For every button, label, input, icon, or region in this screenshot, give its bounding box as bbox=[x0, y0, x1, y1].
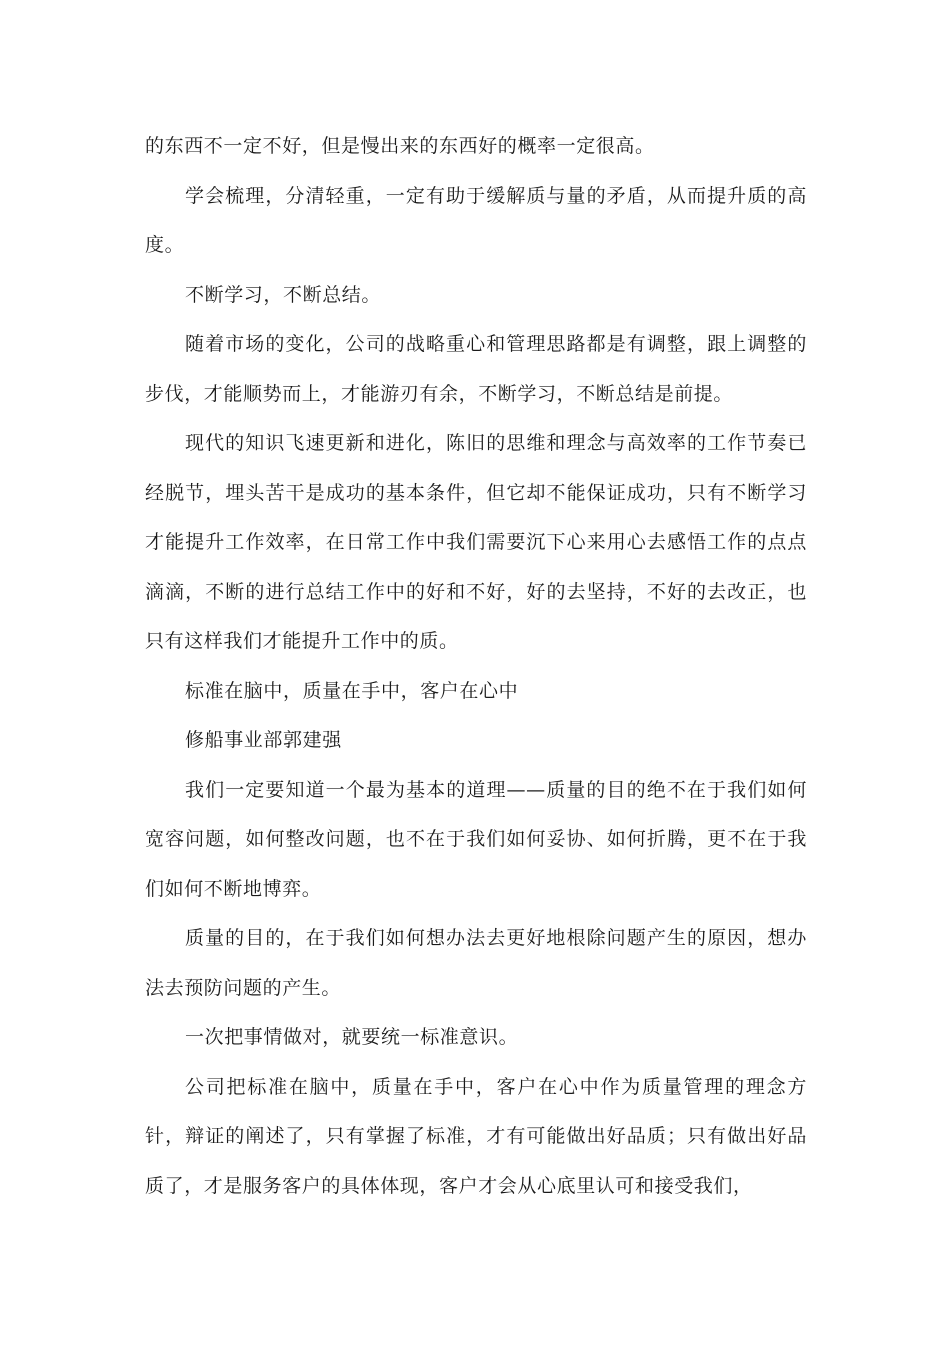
paragraph-do-right-once: 一次把事情做对，就要统一标准意识。 bbox=[185, 1026, 519, 1048]
paragraph-heading-learning: 不断学习，不断总结。 bbox=[185, 283, 382, 306]
paragraph-sorting: 学会梳理，分清轻重，一定有助于缓解质与量的矛盾，从而提升质的高度。 bbox=[145, 184, 807, 256]
paragraph-market-change: 随着市场的变化，公司的战略重心和管理思路都是有调整，跟上调整的步伐，才能顺势而上，才能游刃有余，不断学习，不断总结是前提。 bbox=[145, 333, 807, 405]
document-body bbox=[145, 122, 807, 1211]
paragraph-quality-purpose: 质量的目的，在于我们如何想办法去更好地根除问题产生的原因，想办法去预防问题的产生。 bbox=[145, 927, 807, 999]
author-line: 修船事业部郭建强 bbox=[185, 729, 342, 751]
paragraph-basic-principle: 我们一定要知道一个最为基本的道理——质量的目的绝不在于我们如何宽容问题，如何整改问题，也不在于我们如何妥协、如何折腾，更不在于我们如何不断地博弈。 bbox=[145, 778, 807, 900]
paragraph-company-policy: 公司把标准在脑中，质量在手中，客户在心中作为质量管理的理念方针，辩证的阐述了，只有掌握了标准，才有可能做出好品质；只有做出好品质了，才是服务客户的具体体现，客户才会从心底里认可和接受我们， bbox=[145, 1075, 807, 1197]
paragraph-modern-knowledge: 现代的知识飞速更新和进化，陈旧的思维和理念与高效率的工作节奏已经脱节，埋头苦干是成功的基本条件，但它却不能保证成功，只有不断学习才能提升工作效率，在日常工作中我们需要沉下心来用心去感悟工作的点点滴滴，不断的进行总结工作中的好和不好，好的去坚持，不好的去改正，也只有这样我们才能提升工作中的质。 bbox=[145, 432, 807, 652]
section-title: 标准在脑中，质量在手中，客户在心中 bbox=[185, 679, 519, 702]
paragraph-continuation: 的东西不一定不好，但是慢出来的东西好的概率一定很高。 bbox=[145, 135, 655, 157]
